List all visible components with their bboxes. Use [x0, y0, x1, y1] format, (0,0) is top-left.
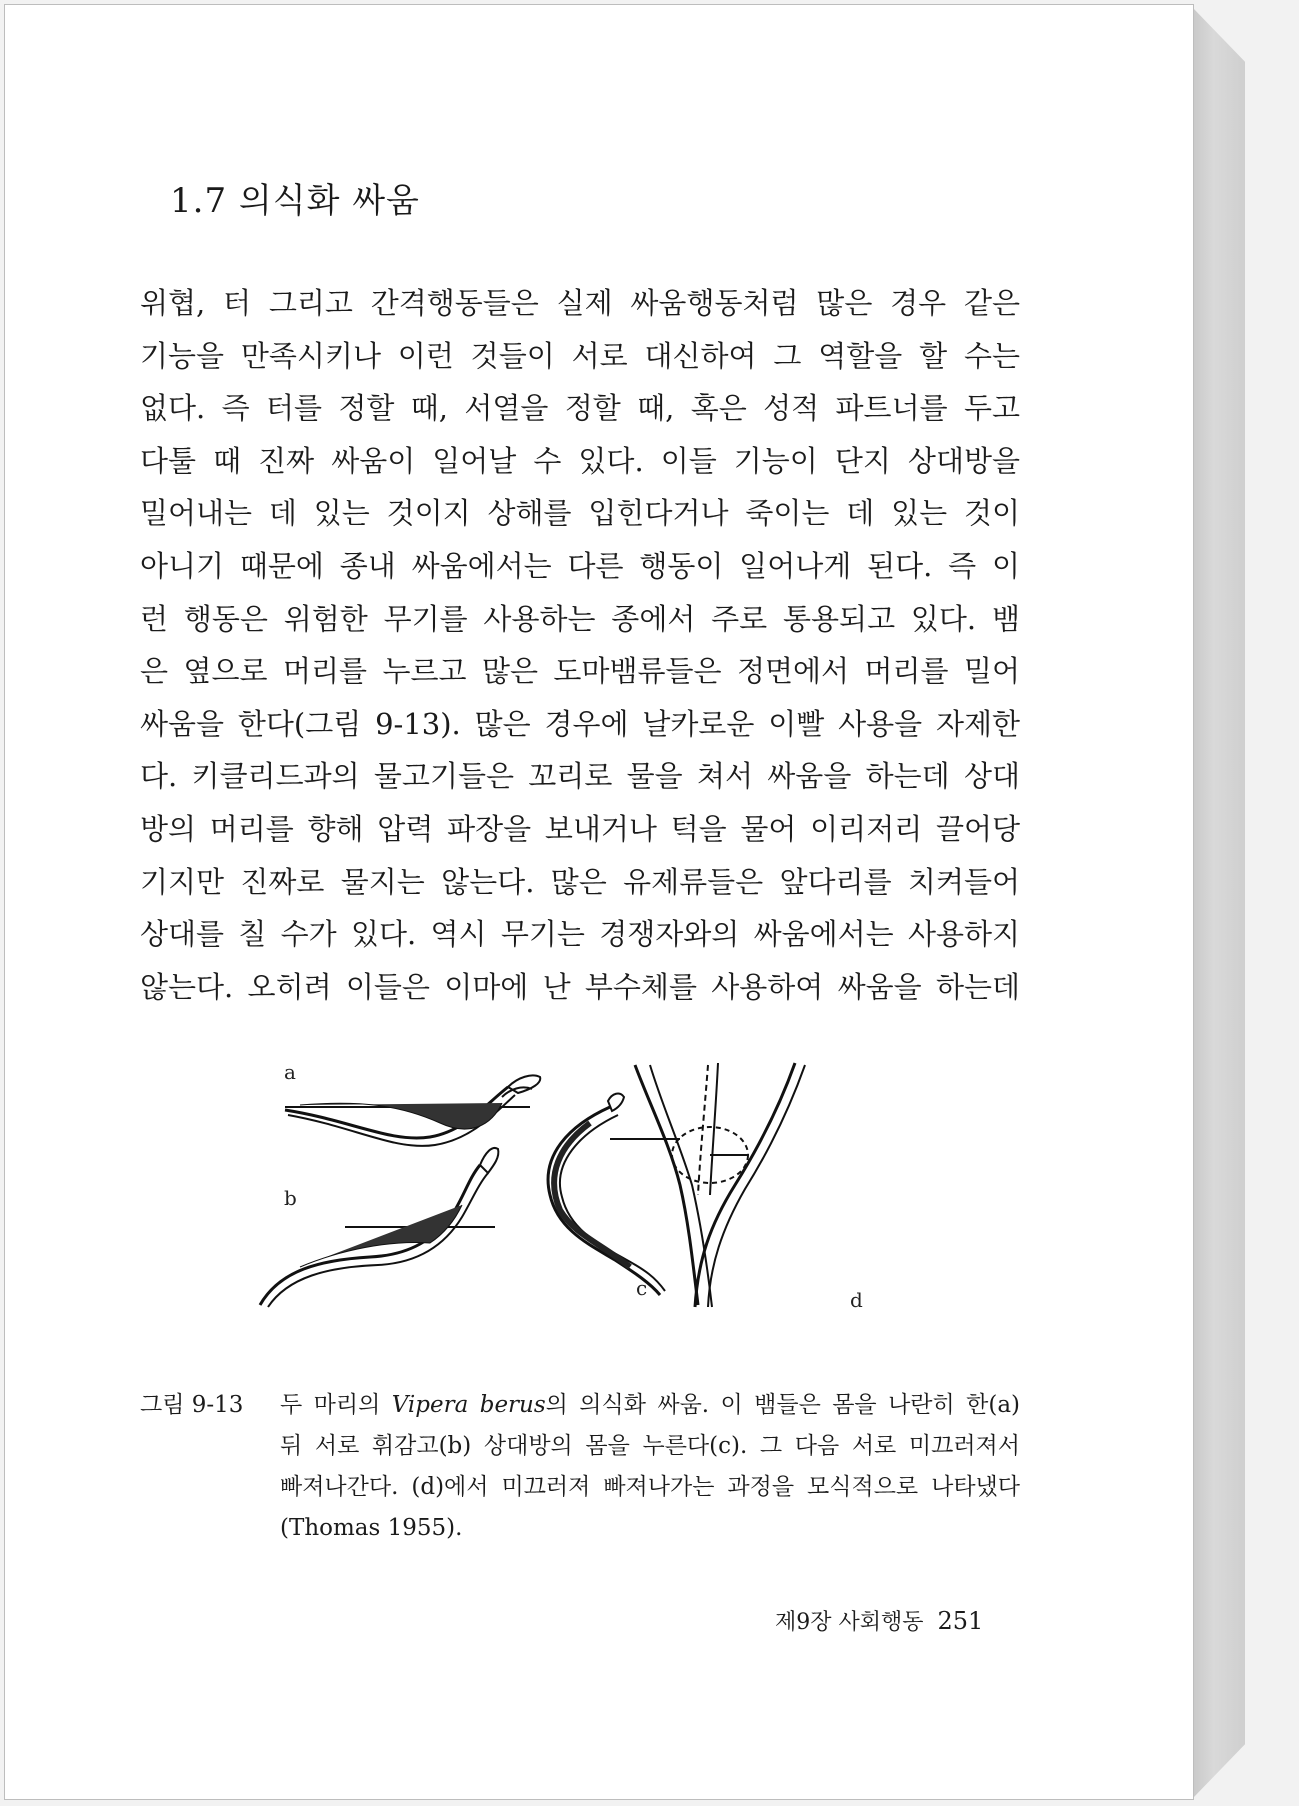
caption-body: [280, 1385, 1020, 1549]
body-line: 싸움을 한다(그림 9-13). 많은 경우에 날카로운 이빨 사용을 자제한: [140, 706, 1020, 741]
snake-illustration: [240, 1045, 930, 1365]
caption-label: 그림 9-13: [140, 1392, 244, 1418]
body-line: 런 행동은 위험한 무기를 사용하는 종에서 주로 통용되고 있다. 뱀: [140, 601, 1020, 636]
body-line: 밀어내는 데 있는 것이지 상해를 입힌다거나 죽이는 데 있는 것이: [140, 496, 1020, 531]
body-line: 다. 키클리드과의 물고기들은 꼬리로 물을 쳐서 싸움을 하는데 상대: [140, 759, 1020, 794]
body-line: 기지만 진짜로 물지는 않는다. 많은 유제류들은 앞다리를 치켜들어: [140, 864, 1020, 899]
body-line: 은 옆으로 머리를 누르고 많은 도마뱀류들은 정면에서 머리를 밀어: [140, 654, 1020, 689]
body-line: 다툴 때 진짜 싸움이 일어날 수 있다. 이들 기능이 단지 상대방을: [140, 443, 1020, 478]
section-title: 1.7 의식화 싸움: [170, 181, 420, 221]
body-line: 상대를 칠 수가 있다. 역시 무기는 경쟁자와의 싸움에서는 사용하지: [140, 917, 1020, 952]
body-line: 방의 머리를 향해 압력 파장을 보내거나 턱을 물어 이리저리 끌어당: [140, 811, 1020, 846]
panel-d: [635, 1063, 805, 1307]
figure-label-b: b: [284, 1186, 297, 1210]
page-footer: [775, 1605, 983, 1636]
figure-label-c: c: [636, 1276, 648, 1300]
body-line: 기능을 만족시키나 이런 것들이 서로 대신하여 그 역할을 할 수는: [140, 338, 1020, 373]
figure-label-a: a: [284, 1060, 296, 1084]
panel-a: [285, 1075, 540, 1145]
body-line: 아니기 때문에 종내 싸움에서는 다른 행동이 일어나게 된다. 즉 이: [140, 548, 1020, 583]
caption-line: 뒤 서로 휘감고(b) 상대방의 몸을 누른다(c). 그 다음 서로 미끄러져서: [280, 1433, 1020, 1459]
body-line: 위협, 터 그리고 간격행동들은 실제 싸움행동처럼 많은 경우 같은: [140, 286, 1020, 320]
body-text: [140, 277, 1020, 1013]
caption-line: (Thomas 1955).: [280, 1515, 463, 1541]
caption-text: 두 마리의: [280, 1392, 392, 1418]
page-edge-shadow: [1193, 8, 1245, 1798]
body-line: 않는다. 오히려 이들은 이마에 난 부수체를 사용하여 싸움을 하는데: [140, 969, 1020, 1004]
chapter-title: 제9장 사회행동: [775, 1610, 924, 1635]
snake-fighting-figure: [240, 1045, 930, 1365]
page-number: 251: [937, 1607, 984, 1635]
caption-line: 빠져나간다. (d)에서 미끄러져 빠져나가는 과정을 모식적으로 나타냈다: [280, 1474, 1020, 1500]
figure-label-d: d: [850, 1288, 863, 1312]
caption-line: [280, 1385, 1020, 1426]
species-name: Vipera berus: [391, 1392, 546, 1418]
panel-b: [260, 1148, 498, 1307]
caption-text: 의 의식화 싸움. 이 뱀들은 몸을 나란히 한(a): [545, 1392, 1021, 1418]
book-page: [4, 4, 1194, 1800]
body-line: 없다. 즉 터를 정할 때, 서열을 정할 때, 혹은 성적 파트너를 두고: [140, 391, 1020, 426]
